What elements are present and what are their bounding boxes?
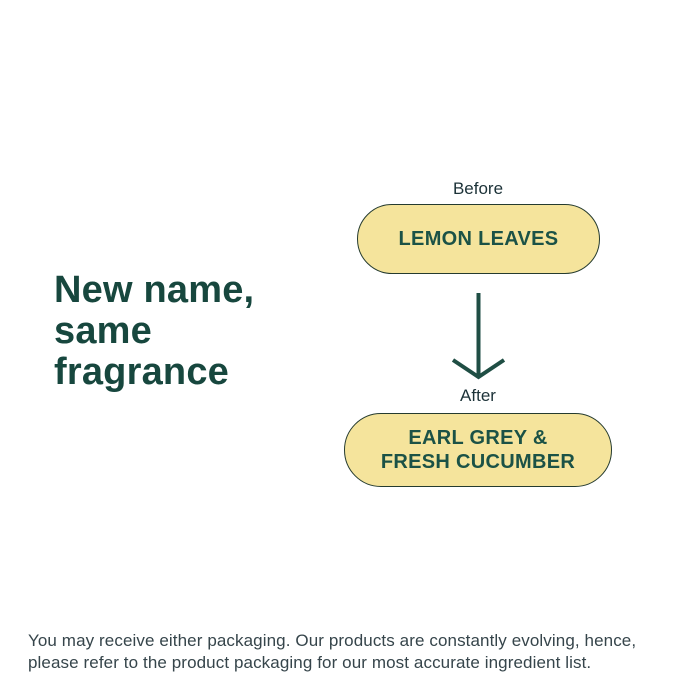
- after-fragrance-name-line-2: FRESH CUCUMBER: [380, 451, 576, 473]
- before-label: Before: [452, 179, 504, 198]
- after-fragrance-name-line-1: EARL GREY &: [408, 427, 548, 449]
- headline-line-3: fragrance: [54, 351, 229, 393]
- disclaimer-line-2: please refer to the product packaging for our most accurate ingredient list.: [28, 653, 592, 672]
- arrow-down-icon: [450, 291, 507, 380]
- before-fragrance-pill: [357, 204, 600, 274]
- after-label: After: [460, 386, 496, 405]
- after-fragrance-pill: [344, 413, 612, 487]
- headline: [54, 270, 254, 393]
- disclaimer-line-1: You may receive either packaging. Our products are constantly evolving, hence,: [28, 631, 637, 650]
- packaging-disclaimer: [28, 630, 636, 674]
- headline-line-1: New name,: [54, 269, 255, 311]
- headline-line-2: same: [54, 310, 152, 352]
- before-fragrance-name: LEMON LEAVES: [398, 228, 559, 250]
